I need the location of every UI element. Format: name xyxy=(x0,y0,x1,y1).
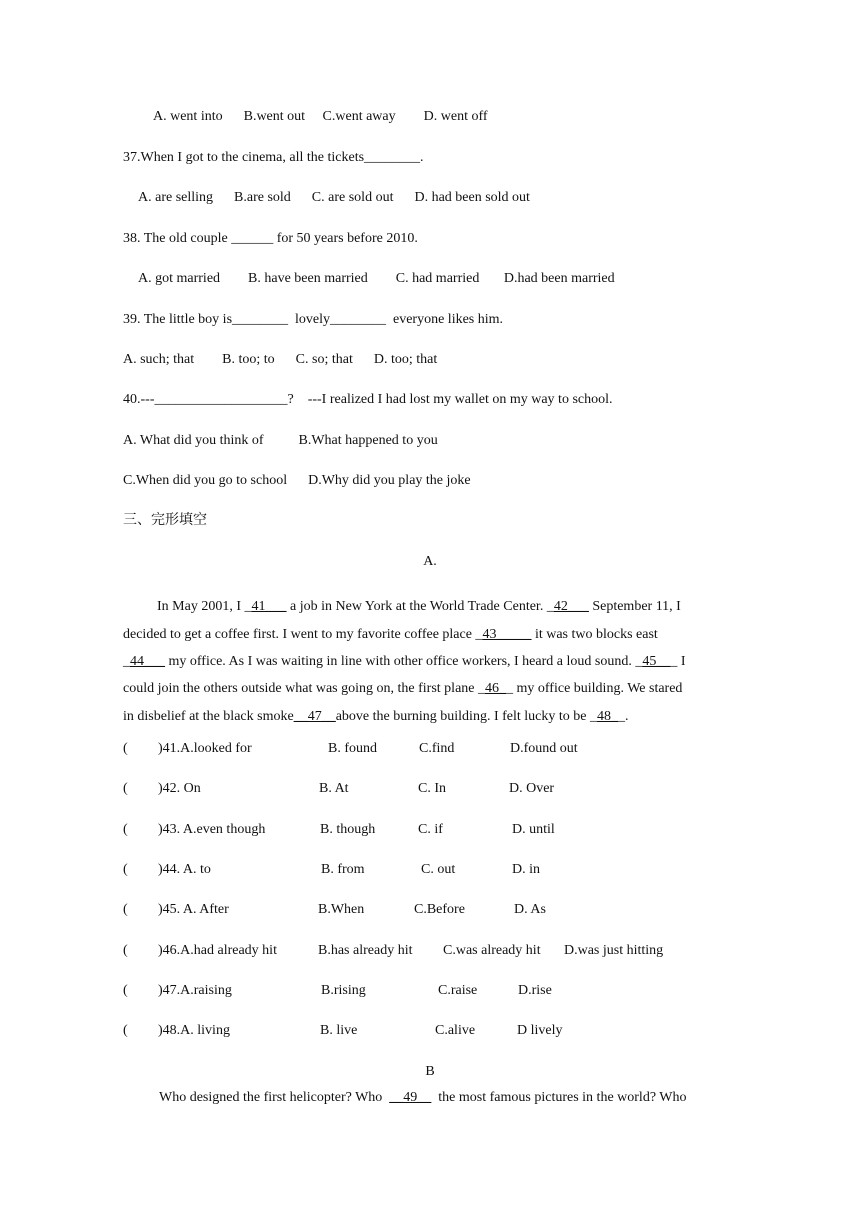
choice-c: C.raise xyxy=(438,983,478,998)
passage-a-line-4: could join the others outside what was going on, the first plane _46__ my office building. We stared xyxy=(123,681,683,696)
choice-c: C.Before xyxy=(414,902,465,917)
q40-stem: 40.---___________________? ---I realized I had lost my wallet on my way to school. xyxy=(123,392,613,407)
choice-d: D lively xyxy=(517,1023,563,1038)
choice-d: D. in xyxy=(512,862,540,877)
answer-paren: ( xyxy=(123,781,128,796)
choice-c: C. In xyxy=(418,781,446,796)
q37-options: A. are selling B.are sold C. are sold out D. had been sold out xyxy=(138,190,530,205)
answer-paren: ( xyxy=(123,983,128,998)
blank-45: 45__ xyxy=(642,654,671,669)
choice-d: D. Over xyxy=(509,781,555,796)
blank-49: __49__ xyxy=(389,1090,432,1105)
choice-a: )43. A.even though xyxy=(158,822,266,837)
passage-b-heading: B xyxy=(425,1064,435,1079)
answer-paren: ( xyxy=(123,741,128,756)
answer-paren: ( xyxy=(123,902,128,917)
choice-d: D.was just hitting xyxy=(564,943,664,958)
answer-paren: ( xyxy=(123,1023,128,1038)
q38-options: A. got married B. have been married C. had married D.had been married xyxy=(138,271,615,286)
q40-options-2: C.When did you go to school D.Why did you play the joke xyxy=(123,473,471,488)
choice-b: B.has already hit xyxy=(318,943,413,958)
answer-paren: ( xyxy=(123,822,128,837)
passage-a-line-1: In May 2001, I _41___ a job in New York at the World Trade Center. _42___ September 11, I xyxy=(157,599,681,614)
section-title: 三、完形填空 xyxy=(123,513,207,528)
choice-b: B. from xyxy=(321,862,365,877)
passage-b-line-1: Who designed the first helicopter? Who __49__ the most famous pictures in the world? Who xyxy=(159,1090,687,1105)
choice-c: C. out xyxy=(421,862,456,877)
blank-43: 43_____ xyxy=(482,627,532,642)
choice-d: D.rise xyxy=(518,983,552,998)
choice-b: B. though xyxy=(320,822,376,837)
q37-stem: 37.When I got to the cinema, all the tickets________. xyxy=(123,150,424,165)
answer-paren: ( xyxy=(123,943,128,958)
choice-d: D. As xyxy=(514,902,546,917)
passage-a-heading: A. xyxy=(423,554,437,569)
blank-46: 46_ xyxy=(485,681,506,696)
choice-a: )47.A.raising xyxy=(158,983,232,998)
choice-b: B.rising xyxy=(321,983,366,998)
choice-c: C. if xyxy=(418,822,443,837)
choice-a: )44. A. to xyxy=(158,862,211,877)
blank-44: 44___ xyxy=(130,654,165,669)
blank-42: 42___ xyxy=(553,599,589,614)
passage-a-line-2: decided to get a coffee first. I went to my favorite coffee place _43_____ it was two blocks east xyxy=(123,627,658,642)
choice-a: )48.A. living xyxy=(158,1023,230,1038)
blank-41: 41___ xyxy=(251,599,287,614)
choice-b: B. found xyxy=(328,741,377,756)
passage-a-line-5: in disbelief at the black smoke__47__above the burning building. I felt lucky to be _48__. xyxy=(123,709,629,724)
q36-options: A. went into B.went out C.went away D. went off xyxy=(153,109,488,124)
choice-c: C.find xyxy=(419,741,455,756)
blank-48: 48_ xyxy=(596,709,618,724)
choice-b: B. live xyxy=(320,1023,358,1038)
q39-options: A. such; that B. too; to C. so; that D. too; that xyxy=(123,352,438,367)
blank-47: __47__ xyxy=(293,709,336,724)
q40-options-1: A. What did you think of B.What happened to you xyxy=(123,433,438,448)
q39-stem: 39. The little boy is________ lovely________ everyone likes him. xyxy=(123,312,504,327)
choice-a: )41.A.looked for xyxy=(158,741,252,756)
choice-c: C.was already hit xyxy=(443,943,541,958)
choice-a: )42. On xyxy=(158,781,201,796)
choice-d: D.found out xyxy=(510,741,578,756)
choice-a: )45. A. After xyxy=(158,902,229,917)
passage-a-line-3: _44___ my office. As I was waiting in line with other office workers, I heard a loud sound. _45___ I xyxy=(123,654,686,669)
choice-c: C.alive xyxy=(435,1023,476,1038)
choice-a: )46.A.had already hit xyxy=(158,943,277,958)
choice-b: B. At xyxy=(319,781,349,796)
q38-stem: 38. The old couple ______ for 50 years before 2010. xyxy=(123,231,418,246)
answer-paren: ( xyxy=(123,862,128,877)
choice-b: B.When xyxy=(318,902,365,917)
choice-d: D. until xyxy=(512,822,555,837)
